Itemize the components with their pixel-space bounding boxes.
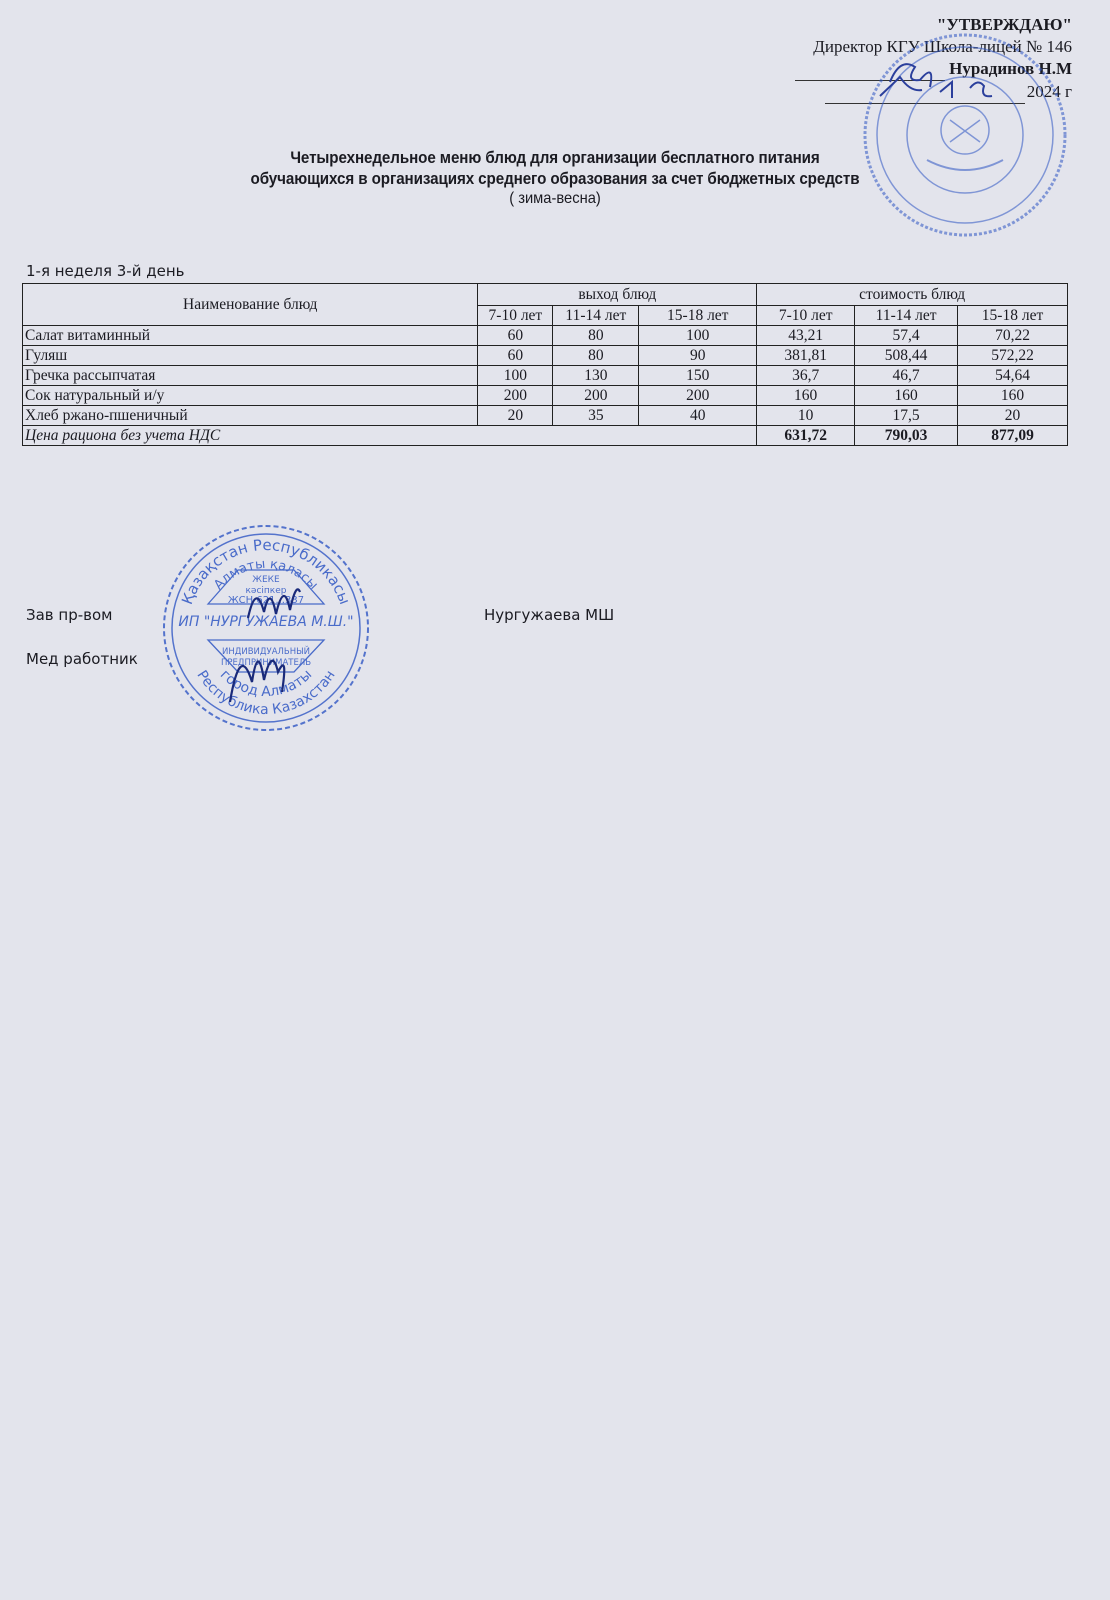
stamp-center-name: ИП "НУРГУЖАЕВА М.Ш." [178, 614, 354, 630]
header-age: 7-10 лет [757, 306, 855, 326]
cell: 40 [639, 406, 757, 426]
menu-table [22, 283, 1068, 446]
cell: 17,5 [855, 406, 958, 426]
medic-label: Мед работник [26, 650, 138, 668]
dish-name: Сок натуральный и/у [23, 386, 478, 406]
title-line-2: обучающихся в организациях среднего образования за счет бюджетных средств [250, 170, 860, 188]
cell: 20 [958, 406, 1068, 426]
stamp-inner-top: Алматы қаласы [211, 556, 321, 593]
manager-name: Нургужаева МШ [484, 606, 615, 624]
season-label: ( зима-весна) [509, 190, 601, 207]
header-age: 15-18 лет [639, 306, 757, 326]
cell: 80 [553, 326, 639, 346]
cell: 100 [639, 326, 757, 346]
table-row [23, 326, 1068, 346]
header-dish-name: Наименование блюд [23, 284, 478, 326]
header-cost: стоимость блюд [757, 284, 1068, 306]
cell: 46,7 [855, 366, 958, 386]
cell: 35 [553, 406, 639, 426]
header-age: 11-14 лет [855, 306, 958, 326]
stamp-ind1: ИНДИВИДУАЛЬНЫЙ [221, 647, 311, 657]
cell: 60 [478, 326, 553, 346]
approval-heading: "УТВЕРЖДАЮ" [936, 15, 1072, 34]
cell: 508,44 [855, 346, 958, 366]
cell: 160 [958, 386, 1068, 406]
cell: 160 [855, 386, 958, 406]
stamp-iin: ЖСН 621...337 [227, 595, 305, 606]
cell: 200 [553, 386, 639, 406]
cell: 572,22 [958, 346, 1068, 366]
cell: 70,22 [958, 326, 1068, 346]
dish-name: Салат витаминный [23, 326, 478, 346]
approval-position: Директор КГУ Школа-лицей № 146 [813, 37, 1072, 56]
cell: 160 [757, 386, 855, 406]
total-cell: 631,72 [757, 426, 855, 446]
total-row [23, 426, 1068, 446]
document-title [44, 148, 1065, 190]
total-label: Цена рациона без учета НДС [23, 426, 757, 446]
dish-name: Гречка рассыпчатая [23, 366, 478, 386]
stamp-inner-bottom: город Алматы [216, 666, 316, 700]
header-yield: выход блюд [478, 284, 757, 306]
stamp-outer-top: Қазақстан Республикасы [178, 535, 354, 607]
manager-label: Зав пр-вом [26, 606, 113, 624]
cell: 60 [478, 346, 553, 366]
total-cell: 877,09 [958, 426, 1068, 446]
director-handwritten-signature [860, 52, 1020, 102]
cell: 381,81 [757, 346, 855, 366]
stamp-kasipker: кәсіпкер [245, 586, 287, 596]
cell: 90 [639, 346, 757, 366]
cell: 10 [757, 406, 855, 426]
stamp-zheke: ЖЕКЕ [252, 575, 280, 585]
cell: 150 [639, 366, 757, 386]
cell: 54,64 [958, 366, 1068, 386]
header-age: 15-18 лет [958, 306, 1068, 326]
approval-name: Нурадинов Н.М [949, 59, 1072, 78]
table-row [23, 346, 1068, 366]
header-age: 11-14 лет [553, 306, 639, 326]
cell: 36,7 [757, 366, 855, 386]
table-row [23, 366, 1068, 386]
cell: 130 [553, 366, 639, 386]
approval-year: 2024 г [1026, 82, 1072, 101]
cell: 80 [553, 346, 639, 366]
header-age: 7-10 лет [478, 306, 553, 326]
title-line-1: Четырехнедельное меню блюд для организации бесплатного питания [290, 149, 820, 167]
total-cell: 790,03 [855, 426, 958, 446]
cell: 43,21 [757, 326, 855, 346]
entrepreneur-stamp [160, 522, 372, 734]
week-day-label: 1-я неделя 3-й день [26, 262, 185, 280]
table-row [23, 386, 1068, 406]
dish-name: Хлеб ржано-пшеничный [23, 406, 478, 426]
cell: 20 [478, 406, 553, 426]
cell: 200 [478, 386, 553, 406]
cell: 100 [478, 366, 553, 386]
stamp-outer-bottom: Республика Казахстан [193, 667, 339, 719]
cell: 57,4 [855, 326, 958, 346]
dish-name: Гуляш [23, 346, 478, 366]
table-row [23, 406, 1068, 426]
stamp-ind2: ПРЕДПРИНИМАТЕЛЬ [220, 658, 312, 668]
cell: 200 [639, 386, 757, 406]
